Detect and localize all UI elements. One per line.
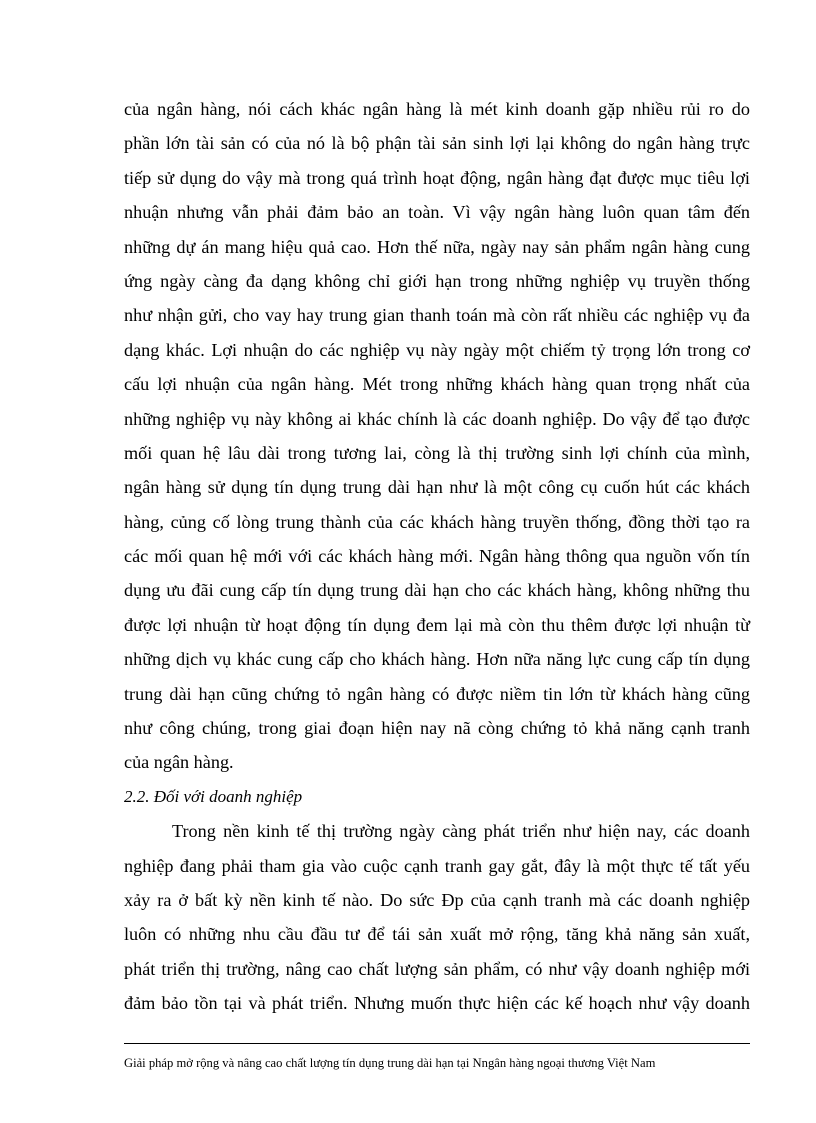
text-line: những nghiệp vụ này không ai khác chính là các doanh nghiệp. Do vậy để tạo được (124, 408, 750, 429)
text-line: của ngân hàng, nói cách khác ngân hàng là mét kinh doanh gặp nhiều rủi ro do (124, 99, 750, 119)
text-line: như công chúng, trong giai đoạn hiện nay nã còng chứng tỏ khả năng cạnh tranh (124, 718, 750, 739)
text-line: phát triển thị trường, nâng cao chất lượng sản phẩm, có như vậy doanh nghiệp mới (124, 958, 750, 979)
text-line: Trong nền kinh tế thị trường ngày càng phát triển như hiện nay, các doanh (172, 821, 750, 842)
text-line: những dự án mang hiệu quả cao. Hơn thế nữa, ngày nay sản phẩm ngân hàng cung (124, 236, 750, 257)
text-line: mối quan hệ lâu dài trong tương lai, còng là thị trường sinh lợi chính của mình, (124, 442, 750, 463)
text-line: của ngân hàng. (124, 752, 234, 773)
text-line: ứng ngày càng đa dạng không chỉ giới hạn trong những nghiệp vụ truyền thống (124, 270, 750, 291)
text-line: những dịch vụ khác cung cấp cho khách hàng. Hơn nữa năng lực cung cấp tín dụng (124, 649, 750, 670)
text-line: trung dài hạn cũng chứng tỏ ngân hàng có được niềm tin lớn từ khách hàng cũng (124, 683, 750, 704)
text-line: luôn có những nhu cầu đầu tư để tái sản xuất mở rộng, tăng khả năng sản xuất, (124, 924, 750, 945)
page-footer: Giải pháp mở rộng và nâng cao chất lượng tín dụng trung dài hạn tại Nngân hàng ngoại thương Việt Nam (124, 1056, 656, 1070)
text-line: đảm bảo tồn tại và phát triển. Nhưng muốn thực hiện các kế hoạch như vậy doanh (124, 993, 750, 1014)
text-line: phần lớn tài sản có của nó là bộ phận tài sản sinh lợi lại không do ngân hàng trực (124, 133, 750, 154)
text-line: dạng khác. Lợi nhuận do các nghiệp vụ này ngày một chiếm tỷ trọng lớn trong cơ (124, 339, 750, 360)
text-line: được lợi nhuận từ hoạt động tín dụng đem lại mà còn thu thêm được lợi nhuận từ (124, 614, 750, 635)
text-line: nghiệp đang phải tham gia vào cuộc cạnh tranh gay gắt, đây là một thực tế tất yếu (124, 855, 750, 876)
body-text (124, 92, 750, 1021)
text-line: các mối quan hệ mới với các khách hàng mới. Ngân hàng thông qua nguồn vốn tín (124, 546, 750, 567)
text-line: ngân hàng sử dụng tín dụng trung dài hạn như là một công cụ cuốn hút các khách (124, 477, 750, 498)
text-line: như nhận gửi, cho vay hay trung gian thanh toán mà còn rất nhiều các nghiệp vụ đa (124, 305, 750, 326)
footer-divider (124, 1043, 750, 1044)
text-line: dụng ưu đãi cung cấp tín dụng trung dài hạn cho các khách hàng, không những thu (124, 580, 750, 601)
text-line: hàng, củng cố lòng trung thành của các khách hàng truyền thống, đồng thời tạo ra (124, 511, 750, 532)
text-line: cấu lợi nhuận của ngân hàng. Mét trong những khách hàng quan trọng nhất của (124, 374, 750, 395)
text-line: tiếp sử dụng do vậy mà trong quá trình hoạt động, ngân hàng đạt được mục tiêu lợi (124, 167, 750, 188)
section-heading: 2.2. Đối với doanh nghiệp (124, 786, 303, 806)
text-line: xảy ra ở bất kỳ nền kinh tế nào. Do sức Đp của cạnh tranh mà các doanh nghiệp (124, 889, 750, 910)
text-line: nhuận nhưng vẫn phải đảm bảo an toàn. Vì vậy ngân hàng luôn quan tâm đến (124, 202, 750, 223)
